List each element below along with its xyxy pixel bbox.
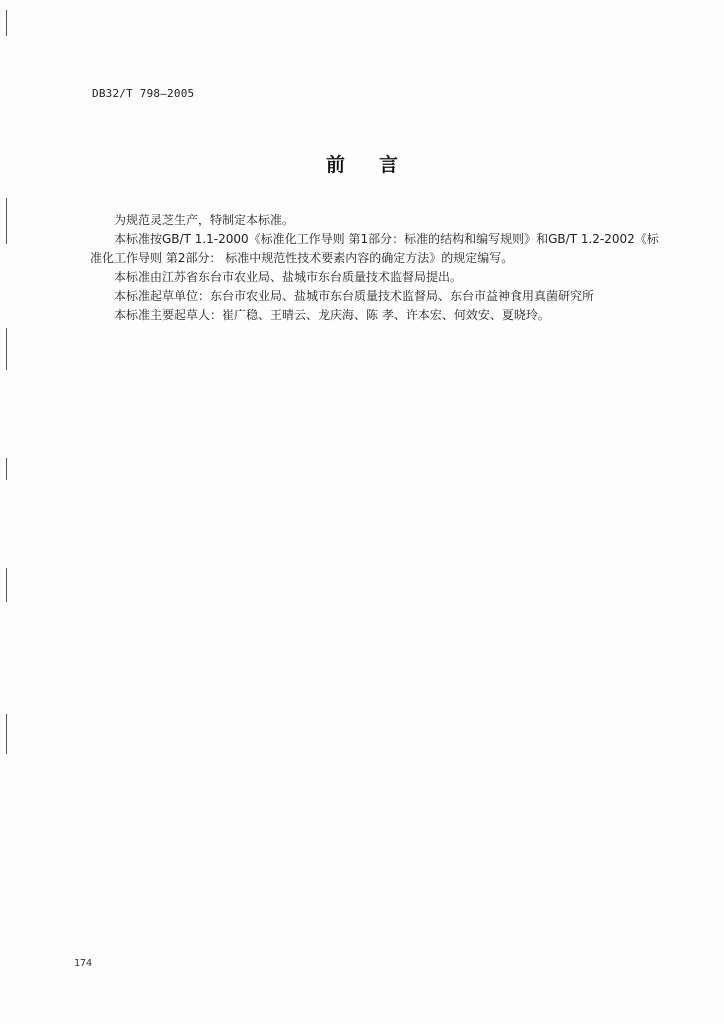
page-title: 前言: [325, 154, 432, 176]
paragraph-main-drafters: 本标准主要起草人：崔广稳、王晴云、龙庆海、陈 孝、许本宏、何效安、夏晓玲。: [114, 308, 550, 322]
scan-edge-mark: [6, 458, 7, 480]
scan-edge-mark: [6, 568, 7, 602]
paragraph-drafting-rules: 本标准按GB/T 1.1-2000《标准化工作导则 第1部分：标准的结构和编写规则》和GB/T 1.2-2002《标准化工作导则 第2部分： 标准中规范性技术要素内容的确定方法》的规定编写。: [90, 232, 659, 265]
standard-code: DB32/T 798—2005: [92, 87, 195, 100]
paragraph-drafting-units: 本标准起草单位：东台市农业局、盐城市东台质量技术监督局、东台市益神食用真菌研究所: [114, 289, 595, 303]
scan-edge-mark: [6, 328, 7, 370]
foreword-body: [90, 211, 670, 325]
page-number: 174: [74, 958, 93, 969]
paragraph-proposer: 本标准由江苏省东台市农业局、盐城市东台质量技术监督局提出。: [114, 270, 463, 284]
scan-edge-mark: [6, 10, 7, 36]
scan-edge-mark: [6, 198, 7, 244]
scan-edge-mark: [6, 714, 7, 754]
paragraph-purpose: 为规范灵芝生产，特制定本标准。: [114, 213, 295, 227]
